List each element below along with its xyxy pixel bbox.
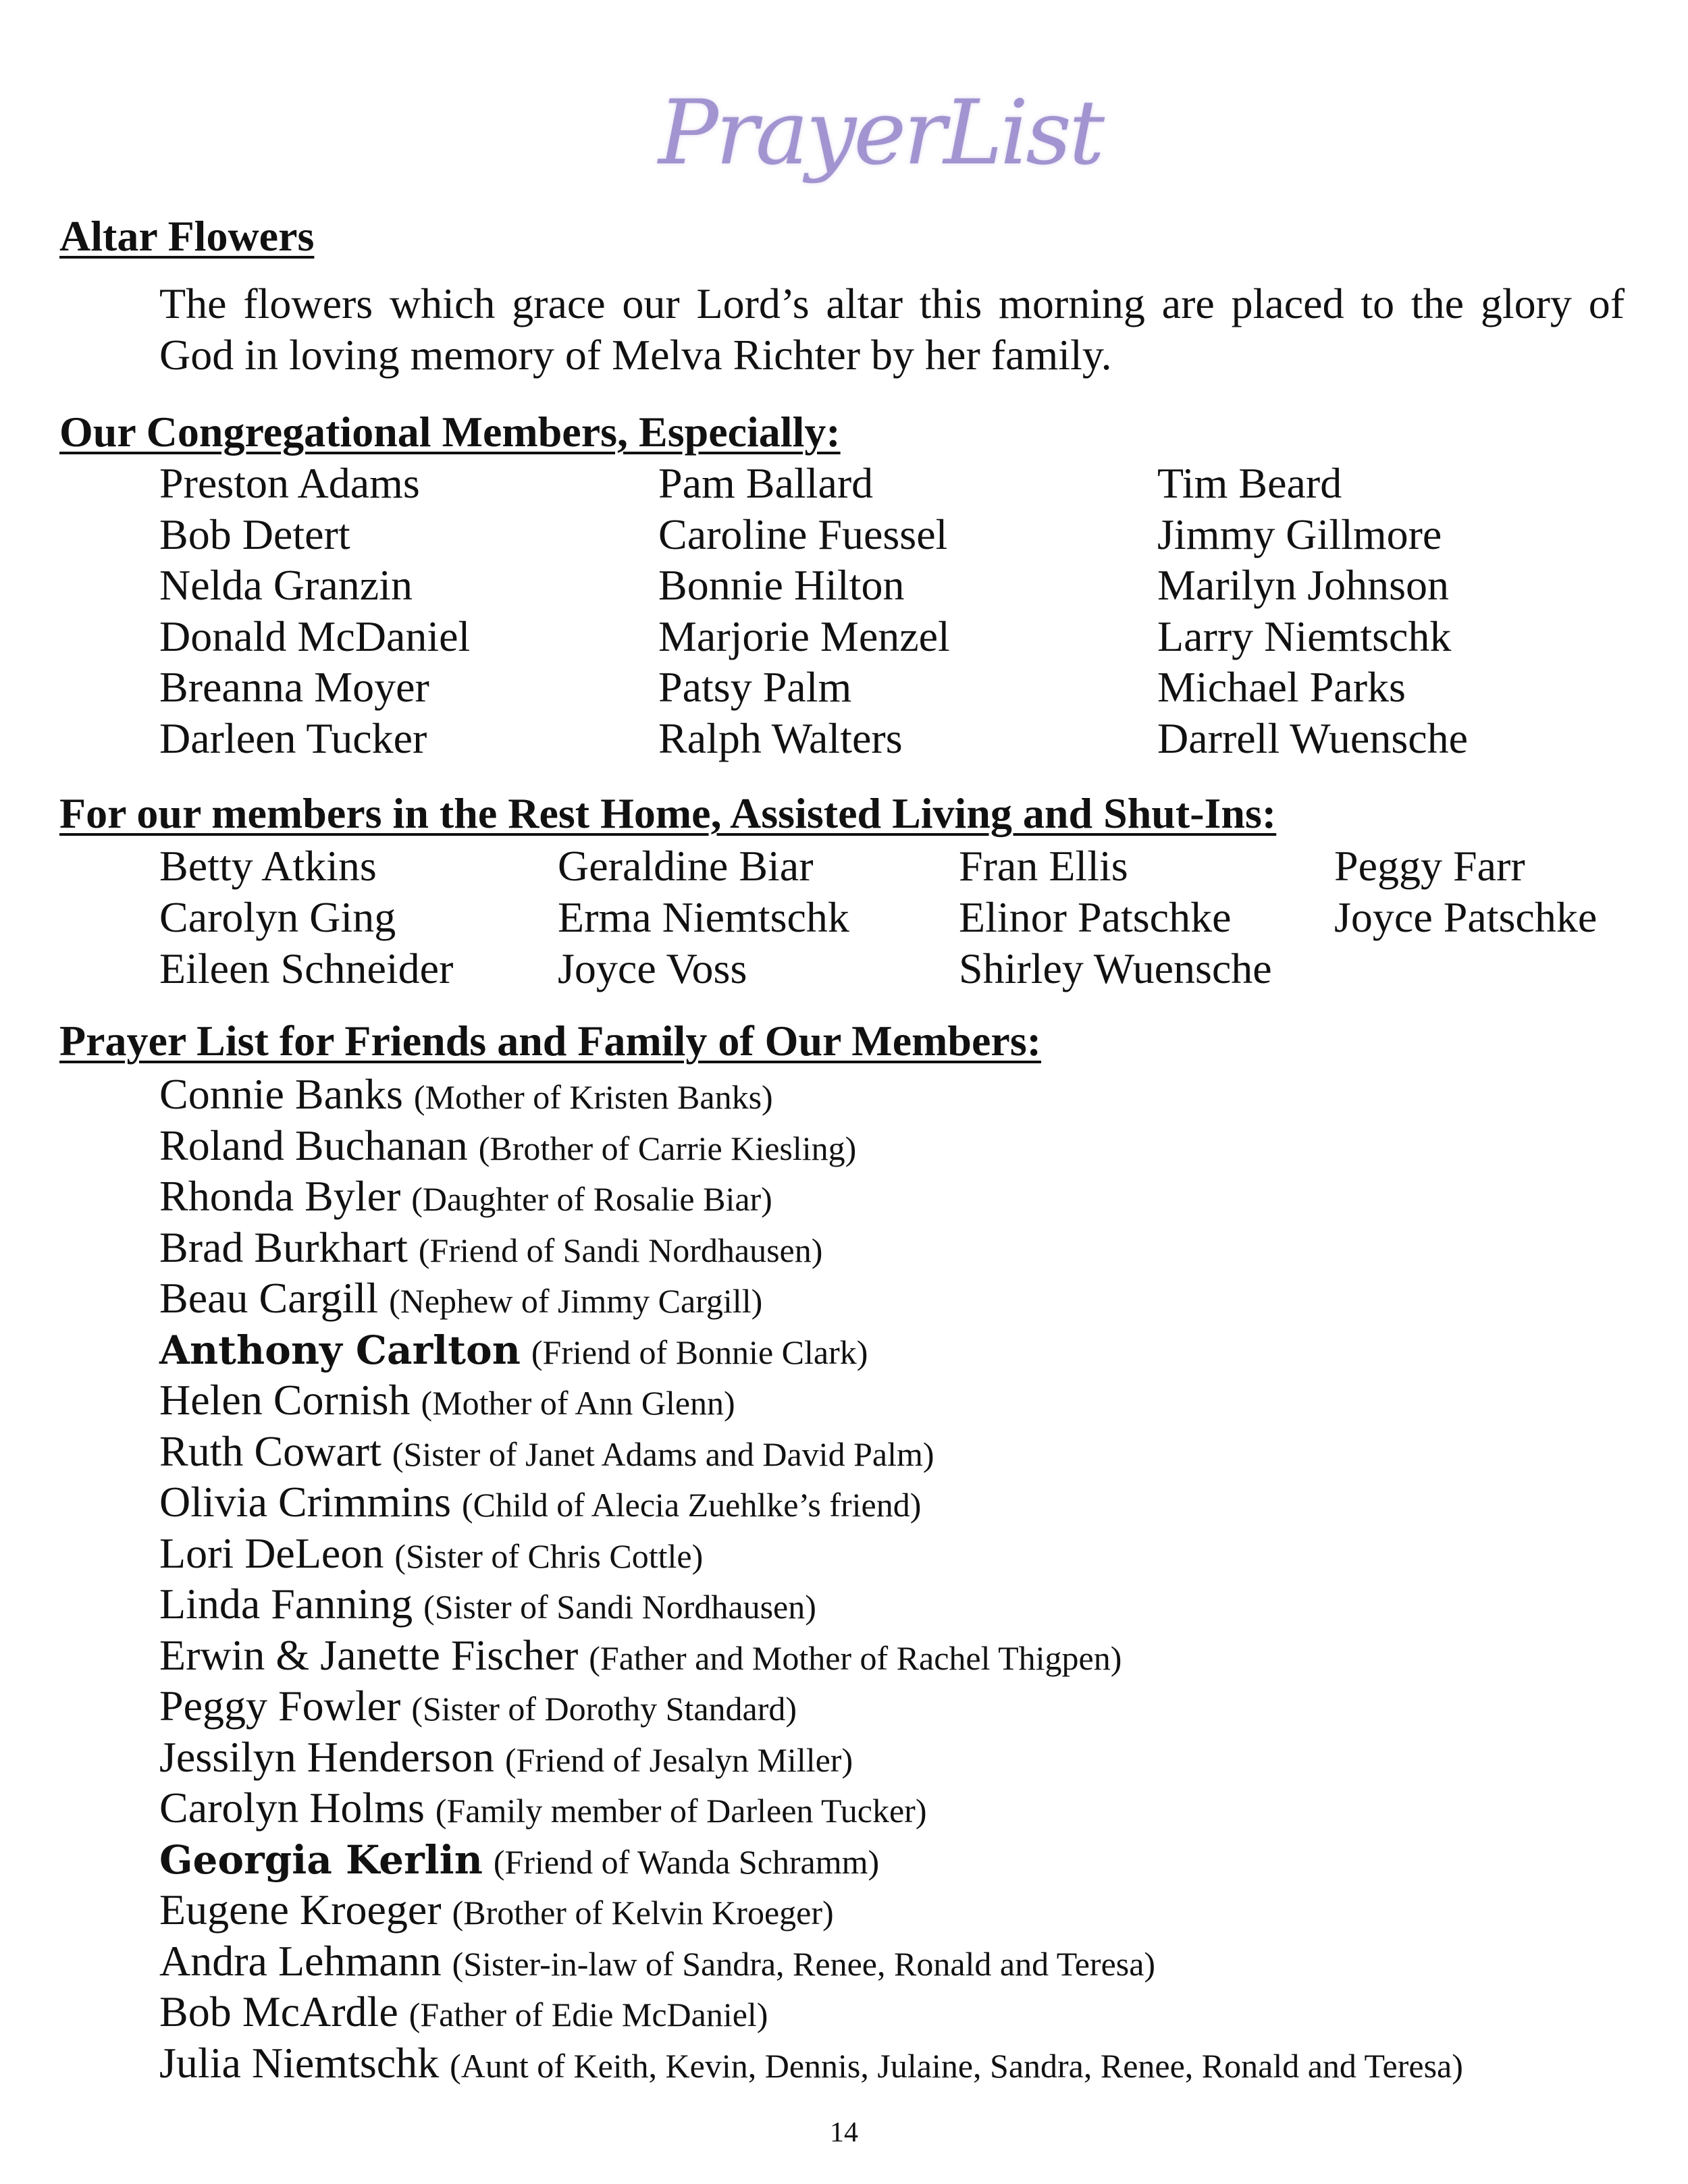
list-item (159, 1528, 703, 1582)
member-name: Donald McDaniel (159, 612, 471, 660)
member-name: Betty Atkins (159, 842, 377, 890)
relation-note: (Friend of Sandi Nordhausen) (418, 1231, 823, 1269)
list-item (159, 1120, 856, 1174)
member-name: Caroline Fuessel (658, 510, 948, 558)
person-name: Julia Niemtschk (159, 2038, 440, 2087)
person-name: Ruth Cowart (159, 1427, 381, 1475)
list-item (159, 1222, 822, 1276)
member-name: Pam Ballard (658, 459, 874, 507)
list-item (159, 1884, 834, 1938)
relation-note: (Mother of Ann Glenn) (421, 1384, 735, 1422)
list-item (159, 1782, 926, 1836)
person-name: Georgia Kerlin (159, 1836, 483, 1883)
relation-note: (Nephew of Jimmy Cargill) (389, 1282, 763, 1320)
person-name: Andra Lehmann (159, 1936, 442, 1985)
person-name: Connie Banks (159, 1070, 403, 1118)
relation-note: (Brother of Kelvin Kroeger) (452, 1894, 834, 1932)
relation-note: (Aunt of Keith, Kevin, Dennis, Julaine, Sandra, Renee, Ronald and Teresa) (450, 2046, 1463, 2085)
member-name: Ralph Walters (658, 714, 903, 762)
member-name: Bob Detert (159, 510, 350, 558)
rest-home-heading: For our members in the Rest Home, Assisted Living and Shut-Ins: (59, 789, 1277, 837)
congregational-heading: Our Congregational Members, Especially: (59, 408, 841, 456)
person-name: Roland Buchanan (159, 1121, 468, 1169)
person-name: Bob McArdle (159, 1988, 398, 2035)
member-name: Bonnie Hilton (658, 561, 905, 609)
member-name: Tim Beard (1157, 459, 1342, 507)
member-name: Preston Adams (159, 459, 420, 507)
relation-note: (Daughter of Rosalie Biar) (411, 1180, 772, 1218)
list-item (159, 1936, 1155, 1990)
relation-note: (Sister-in-law of Sandra, Renee, Ronald and Teresa) (452, 1944, 1156, 1983)
person-name: Beau Cargill (159, 1274, 379, 1322)
relation-note: (Friend of Wanda Schramm) (493, 1842, 880, 1881)
member-name: Joyce Patschke (1334, 893, 1598, 941)
member-name: Jimmy Gillmore (1157, 510, 1442, 558)
member-name: Elinor Patschke (959, 893, 1232, 941)
member-name: Carolyn Ging (159, 893, 396, 941)
person-name: Brad Burkhart (159, 1223, 408, 1271)
relation-note: (Sister of Chris Cottle) (394, 1537, 704, 1575)
member-name: Michael Parks (1157, 663, 1406, 711)
relation-note: (Family member of Darleen Tucker) (435, 1792, 927, 1830)
list-item (159, 1324, 868, 1378)
list-item (159, 1732, 853, 1786)
member-name: Nelda Granzin (159, 561, 413, 609)
list-item (159, 1069, 773, 1123)
relation-note: (Sister of Dorothy Standard) (411, 1690, 797, 1728)
relation-note: (Mother of Kristen Banks) (413, 1078, 773, 1116)
member-name: Darrell Wuensche (1157, 714, 1469, 762)
member-name: Erma Niemtschk (558, 893, 849, 941)
friends-family-heading: Prayer List for Friends and Family of Our Members: (59, 1017, 1042, 1065)
person-name: Anthony Carlton (159, 1327, 521, 1373)
prayer-list-logo (658, 57, 1103, 209)
list-item (159, 1630, 1122, 1684)
person-name: Linda Fanning (159, 1580, 413, 1628)
person-name: Peggy Fowler (159, 1682, 401, 1730)
relation-note: (Friend of Bonnie Clark) (531, 1333, 868, 1371)
member-name: Darleen Tucker (159, 714, 427, 762)
member-name: Marjorie Menzel (658, 612, 950, 660)
person-name: Carolyn Holms (159, 1784, 425, 1832)
list-item (159, 1680, 797, 1734)
list-item (159, 1375, 735, 1429)
member-name: Eileen Schneider (159, 944, 454, 992)
list-item (159, 1986, 768, 2040)
person-name: Jessilyn Henderson (159, 1732, 494, 1781)
person-name: Helen Cornish (159, 1376, 411, 1424)
member-name: Shirley Wuensche (959, 944, 1272, 992)
page-number: 14 (830, 2117, 858, 2148)
member-name: Joyce Voss (558, 944, 747, 992)
prayer-list-logo-text: PrayerList (658, 81, 1103, 185)
list-item (159, 1834, 879, 1888)
member-name: Patsy Palm (658, 663, 852, 711)
relation-note: (Brother of Carrie Kiesling) (478, 1129, 857, 1167)
member-name: Peggy Farr (1334, 842, 1525, 890)
person-name: Olivia Crimmins (159, 1478, 451, 1526)
relation-note: (Sister of Sandi Nordhausen) (423, 1588, 816, 1626)
person-name: Lori DeLeon (159, 1528, 384, 1577)
member-name: Marilyn Johnson (1157, 561, 1449, 609)
member-name: Breanna Moyer (159, 663, 429, 711)
member-name: Fran Ellis (959, 842, 1128, 890)
altar-flowers-text: The flowers which grace our Lord’s altar this morning are placed to the glory of God in loving memory of Melva Richter by her family. (159, 279, 1625, 379)
person-name: Eugene Kroeger (159, 1886, 442, 1934)
altar-flowers-heading: Altar Flowers (59, 212, 315, 260)
list-item (159, 1273, 762, 1327)
list-item (159, 1171, 772, 1225)
relation-note: (Child of Alecia Zuehlke’s friend) (462, 1486, 922, 1524)
person-name: Erwin & Janette Fischer (159, 1630, 579, 1679)
relation-note: (Father and Mother of Rachel Thigpen) (589, 1639, 1122, 1677)
list-item (159, 1578, 816, 1632)
member-name: Larry Niemtschk (1157, 612, 1452, 660)
list-item (159, 1426, 934, 1480)
relation-note: (Father of Edie McDaniel) (408, 1996, 768, 2033)
person-name: Rhonda Byler (159, 1172, 401, 1220)
relation-note: (Sister of Janet Adams and David Palm) (392, 1435, 934, 1473)
list-item (159, 1476, 921, 1530)
member-name: Geraldine Biar (558, 842, 814, 890)
list-item (159, 2037, 1463, 2092)
relation-note: (Friend of Jesalyn Miller) (504, 1740, 853, 1779)
